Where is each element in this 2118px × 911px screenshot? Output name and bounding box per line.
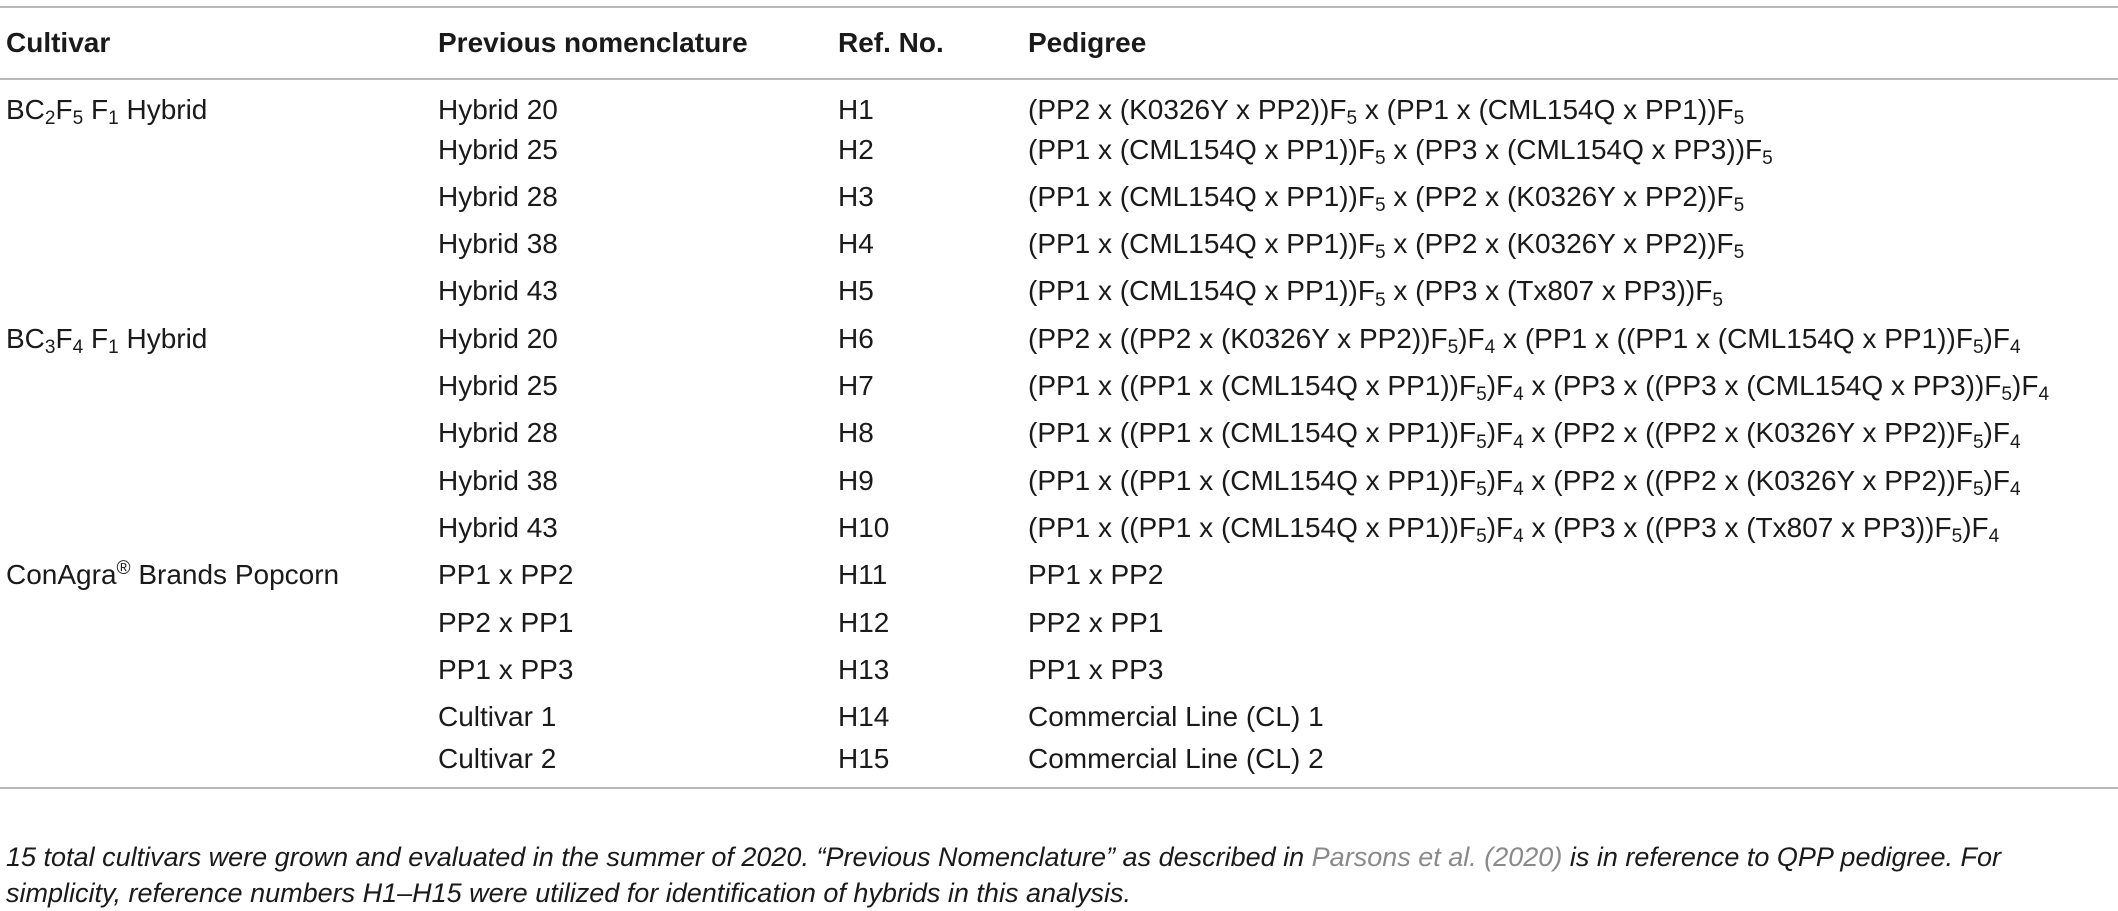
table-row — [0, 363, 2118, 410]
text-run: )F — [1486, 370, 1514, 402]
text-run: x (PP2 x ((PP2 x (K0326Y x PP2))F — [1523, 417, 1973, 449]
text-run: (PP1 x ((PP1 x (CML154Q x PP1))F — [1028, 511, 1477, 543]
text-run: (PP1 x ((PP1 x (CML154Q x PP1))F — [1028, 464, 1477, 496]
cell-previous-nomenclature: Cultivar 1 — [438, 701, 557, 733]
cell-pedigree — [1022, 599, 2118, 646]
table-row — [0, 221, 2118, 268]
table-row — [0, 552, 2118, 599]
text-run: F — [55, 322, 73, 354]
cell-cultivar — [0, 126, 432, 173]
cell-cultivar — [0, 694, 432, 741]
text-run: BC — [6, 322, 45, 354]
text-run: BC — [6, 93, 45, 125]
text-run: )F — [1983, 322, 2010, 354]
cultivar-table — [0, 6, 2118, 789]
subscript: 1 — [108, 337, 119, 359]
subscript: 5 — [1972, 431, 1984, 453]
cell-ref-no: H14 — [838, 701, 890, 733]
subscript: 5 — [1476, 431, 1487, 453]
text-run: )F — [1486, 511, 1514, 543]
header-row — [0, 7, 2118, 79]
text-run: Brands Popcorn — [130, 559, 340, 591]
subscript: 4 — [2009, 337, 2021, 359]
subscript: 5 — [1712, 289, 1723, 311]
subscript: 5 — [1733, 242, 1745, 264]
text-run: ConAgra — [6, 559, 117, 591]
cell-previous-nomenclature: Cultivar 2 — [432, 741, 832, 788]
cell-ref-no: H4 — [838, 228, 874, 260]
text-run: PP1 x PP2 — [1028, 559, 1164, 591]
text-run: x (PP2 x (K0326Y x PP2))F — [1385, 180, 1734, 212]
cell-previous-nomenclature: Hybrid 28 — [438, 180, 558, 212]
subscript: 4 — [2038, 384, 2050, 406]
text-run: )F — [1983, 464, 2010, 496]
subscript: 5 — [1346, 108, 1358, 130]
cell-previous-nomenclature: PP1 x PP3 — [438, 653, 574, 685]
text-run: x (PP1 x (CML154Q x PP1))F — [1357, 93, 1734, 125]
text-run: (PP1 x ((PP1 x (CML154Q x PP1))F — [1028, 370, 1477, 402]
table-row — [0, 505, 2118, 552]
cell-cultivar — [0, 221, 432, 268]
subscript: 4 — [72, 337, 84, 359]
cell-cultivar — [0, 315, 432, 362]
text-run: )F — [1983, 417, 2010, 449]
cell-ref-no: H8 — [838, 417, 874, 449]
text-run: (PP2 x (K0326Y x PP2))F — [1028, 93, 1347, 125]
subscript: 5 — [1447, 337, 1459, 359]
subscript: 4 — [1513, 478, 1524, 500]
subscript: 5 — [1374, 289, 1386, 311]
text-run: F — [83, 322, 109, 354]
table-row — [0, 79, 2118, 126]
text-run: Commercial Line (CL) 1 — [1028, 701, 1324, 733]
cell-pedigree — [1022, 741, 2118, 788]
text-run: PP2 x PP1 — [1028, 606, 1164, 638]
subscript: 1 — [108, 108, 119, 130]
cell-cultivar — [0, 552, 432, 599]
text-run: (PP1 x (CML154Q x PP1))F — [1028, 180, 1375, 212]
table-row — [0, 457, 2118, 504]
subscript: 5 — [1733, 195, 1745, 217]
subscript: 5 — [1476, 478, 1487, 500]
cell-ref-no: H15 — [832, 741, 1022, 788]
cell-previous-nomenclature: Hybrid 38 — [438, 464, 558, 496]
table-row — [0, 126, 2118, 173]
subscript: 5 — [1374, 195, 1386, 217]
subscript: 4 — [2009, 431, 2021, 453]
cell-previous-nomenclature: Hybrid 28 — [438, 417, 558, 449]
cell-cultivar — [0, 410, 432, 457]
cell-cultivar — [0, 505, 432, 552]
text-run: x (PP3 x ((PP3 x (Tx807 x PP3))F — [1523, 511, 1952, 543]
cell-pedigree — [1022, 457, 2118, 504]
subscript: 4 — [1513, 384, 1524, 406]
table-row — [0, 741, 2118, 788]
cell-pedigree — [1022, 410, 2118, 457]
table-row — [0, 694, 2118, 741]
cell-cultivar — [0, 363, 432, 410]
cell-cultivar — [0, 79, 432, 130]
cell-pedigree — [1022, 79, 2118, 130]
cell-previous-nomenclature: Hybrid 43 — [438, 275, 558, 307]
cell-previous-nomenclature: Hybrid 25 — [438, 133, 558, 165]
subscript: 5 — [1476, 526, 1487, 548]
subscript: 4 — [1988, 526, 2000, 548]
cell-pedigree — [1022, 126, 2118, 173]
cell-ref-no: H7 — [838, 370, 874, 402]
cell-pedigree — [1022, 268, 2118, 315]
header-cultivar: Cultivar — [0, 7, 432, 79]
table-row — [0, 599, 2118, 646]
text-run: x (PP3 x (CML154Q x PP3))F — [1385, 133, 1763, 165]
table-body — [0, 79, 2118, 788]
text-run: F — [55, 93, 73, 125]
subscript: 5 — [1972, 478, 1984, 500]
table-row — [0, 315, 2118, 362]
cell-previous-nomenclature: PP2 x PP1 — [438, 606, 574, 638]
cell-pedigree — [1022, 221, 2118, 268]
header-pedigree: Pedigree — [1022, 7, 2118, 79]
text-run: )F — [1962, 511, 1989, 543]
table-row — [0, 174, 2118, 221]
table-footnote — [6, 839, 2112, 911]
cell-pedigree — [1022, 174, 2118, 221]
cell-previous-nomenclature: PP1 x PP2 — [438, 559, 574, 591]
footnote-citation-link[interactable]: Parsons et al. (2020) — [1311, 842, 1563, 872]
cell-pedigree — [1022, 505, 2118, 552]
cell-previous-nomenclature: Hybrid 20 — [438, 322, 558, 354]
subscript: 5 — [1374, 147, 1386, 169]
subscript: 3 — [44, 337, 56, 359]
footnote-text-before: 15 total cultivars were grown and evaluated in the summer of 2020. “Previous Nomenclature” as described in — [6, 842, 1312, 872]
cell-previous-nomenclature: Hybrid 43 — [438, 511, 558, 543]
text-run: F — [83, 93, 109, 125]
cell-cultivar — [0, 599, 432, 646]
cell-ref-no: H10 — [838, 511, 890, 543]
text-run: PP1 x PP3 — [1028, 653, 1164, 685]
cell-ref-no: H2 — [838, 133, 874, 165]
subscript: 4 — [1484, 337, 1496, 359]
cell-ref-no: H12 — [838, 606, 890, 638]
subscript: 5 — [1972, 337, 1984, 359]
cell-cultivar — [0, 741, 432, 788]
subscript: 5 — [72, 108, 84, 130]
text-run: x (PP2 x ((PP2 x (K0326Y x PP2))F — [1523, 464, 1973, 496]
cell-pedigree — [1022, 315, 2118, 362]
table-row — [0, 647, 2118, 694]
subscript: 5 — [1733, 108, 1745, 130]
superscript: ® — [116, 557, 131, 579]
footnote-text-after: is in reference to QPP pedigree. For simplicity, reference numbers H1–H15 were utilized for identification of hybrids in this analysis. — [6, 842, 2002, 908]
subscript: 4 — [1513, 526, 1524, 548]
cell-previous-nomenclature: Hybrid 20 — [438, 93, 558, 125]
cell-ref-no: H3 — [838, 180, 874, 212]
subscript: 5 — [2001, 384, 2012, 406]
cell-cultivar — [0, 174, 432, 221]
cell-ref-no: H11 — [838, 559, 888, 591]
cell-ref-no: H9 — [838, 464, 874, 496]
cell-cultivar — [0, 647, 432, 694]
subscript: 4 — [2009, 478, 2021, 500]
cell-cultivar — [0, 268, 432, 315]
cell-pedigree — [1022, 694, 2118, 741]
table-row — [0, 268, 2118, 315]
text-run: x (PP3 x ((PP3 x (CML154Q x PP3))F — [1523, 370, 2002, 402]
text-run: x (PP3 x (Tx807 x PP3))F — [1385, 275, 1713, 307]
text-run: )F — [1486, 464, 1514, 496]
subscript: 5 — [1951, 526, 1963, 548]
cell-previous-nomenclature: Hybrid 38 — [438, 228, 558, 260]
header-ref-no: Ref. No. — [832, 7, 1022, 79]
text-run: (PP1 x (CML154Q x PP1))F — [1028, 228, 1375, 260]
text-run: )F — [1458, 322, 1485, 354]
cell-pedigree — [1022, 647, 2118, 694]
cell-pedigree — [1022, 363, 2118, 410]
cell-previous-nomenclature: Hybrid 25 — [438, 370, 558, 402]
text-run: (PP2 x ((PP2 x (K0326Y x PP2))F — [1028, 322, 1448, 354]
text-run: x (PP2 x (K0326Y x PP2))F — [1385, 228, 1734, 260]
text-run: Hybrid — [118, 93, 208, 125]
text-run: )F — [1486, 417, 1514, 449]
text-run: Commercial Line (CL) 2 — [1028, 742, 1324, 774]
cell-ref-no: H6 — [838, 322, 874, 354]
text-run: x (PP1 x ((PP1 x (CML154Q x PP1))F — [1495, 322, 1973, 354]
table-row — [0, 410, 2118, 457]
cell-cultivar — [0, 457, 432, 504]
cell-ref-no: H1 — [838, 93, 874, 125]
subscript: 5 — [1476, 384, 1487, 406]
text-run: (PP1 x (CML154Q x PP1))F — [1028, 133, 1375, 165]
subscript: 4 — [1513, 431, 1524, 453]
table-header — [0, 7, 2118, 79]
subscript: 2 — [44, 108, 56, 130]
text-run: Hybrid — [118, 322, 208, 354]
cell-ref-no: H5 — [838, 275, 874, 307]
cell-ref-no: H13 — [838, 653, 890, 685]
cell-pedigree — [1022, 552, 2118, 599]
header-previous-nomenclature: Previous nomenclature — [432, 7, 832, 79]
text-run: (PP1 x (CML154Q x PP1))F — [1028, 275, 1375, 307]
text-run: (PP1 x ((PP1 x (CML154Q x PP1))F — [1028, 417, 1477, 449]
text-run: )F — [2012, 370, 2039, 402]
subscript: 5 — [1762, 147, 1773, 169]
subscript: 5 — [1374, 242, 1386, 264]
